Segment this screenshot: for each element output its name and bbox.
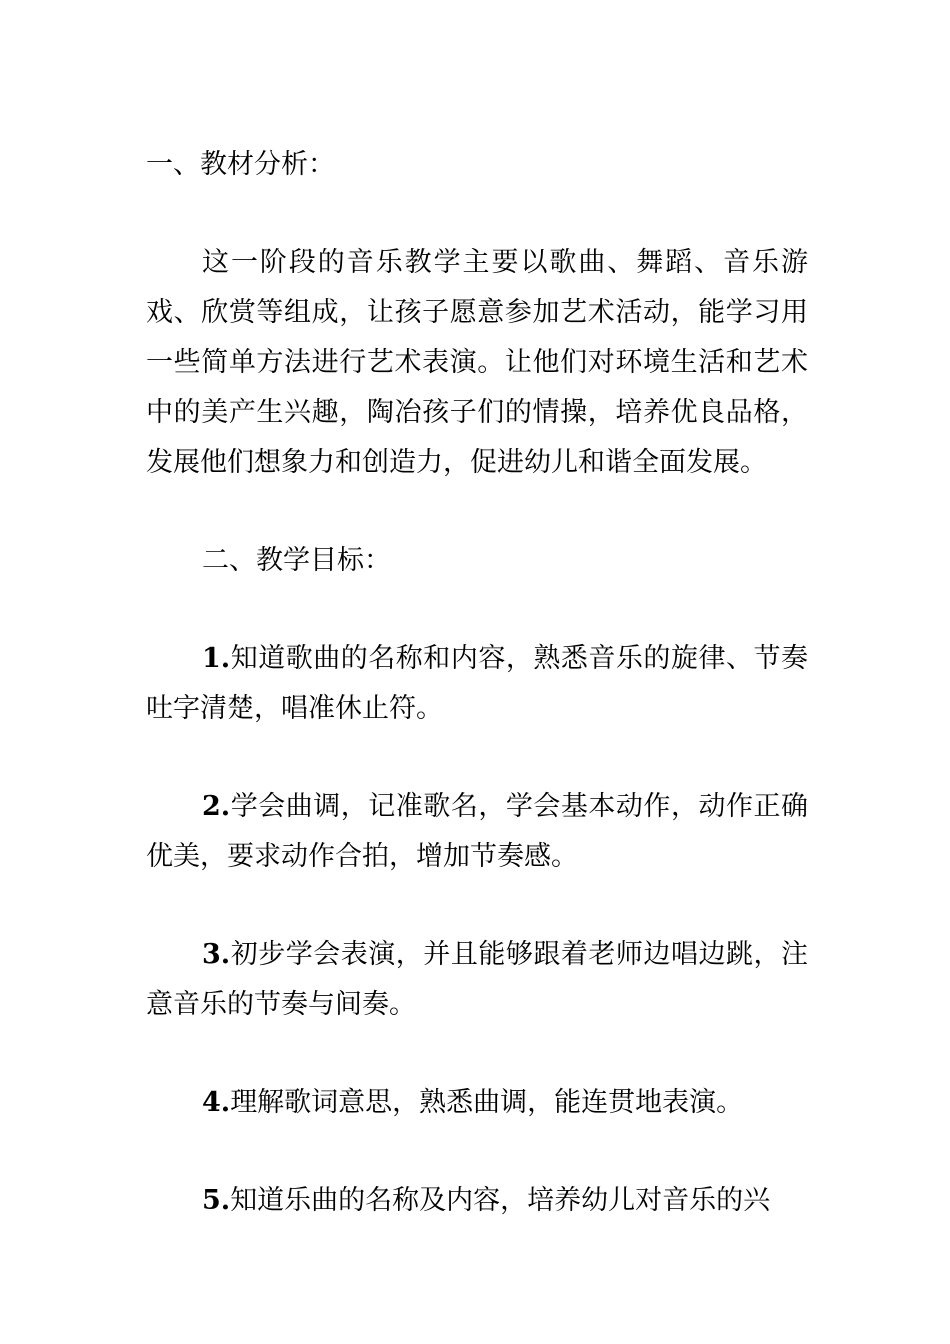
goal-number: 3.: [202, 939, 231, 970]
goal-item-5: [146, 1176, 808, 1226]
goal-number: 5.: [202, 1185, 231, 1216]
goal-text: 知道乐曲的名称及内容，培养幼儿对音乐的兴: [230, 1185, 771, 1216]
goal-number: 4.: [202, 1087, 231, 1118]
goal-text: 知道歌曲的名称和内容，熟悉音乐的旋律、节奏吐字清楚，唱准休止符。: [146, 643, 808, 724]
goal-item-2: [146, 782, 808, 882]
goal-number: 2.: [202, 791, 231, 822]
goal-text: 初步学会表演，并且能够跟着老师边唱边跳，注意音乐的节奏与间奏。: [146, 939, 808, 1020]
goal-number: 1.: [202, 643, 231, 674]
section1-body: 这一阶段的音乐教学主要以歌曲、舞蹈、音乐游戏、欣赏等组成，让孩子愿意参加艺术活动，能学习用一些简单方法进行艺术表演。让他们对环境生活和艺术中的美产生兴趣，陶冶孩子们的情操，培养优良品格，发展他们想象力和创造力，促进幼儿和谐全面发展。: [146, 247, 808, 478]
goal-text: 学会曲调，记准歌名，学会基本动作，动作正确优美，要求动作合拍，增加节奏感。: [146, 791, 808, 872]
section2-heading: 二、教学目标：: [202, 545, 391, 576]
goal-item-3: [146, 930, 808, 1030]
goal-item-4: [146, 1078, 808, 1128]
goal-item-1: [146, 634, 808, 734]
goal-text: 理解歌词意思，熟悉曲调，能连贯地表演。: [230, 1087, 744, 1118]
document-page: [146, 140, 808, 1274]
section1-heading: 一、教材分析：: [146, 149, 335, 180]
